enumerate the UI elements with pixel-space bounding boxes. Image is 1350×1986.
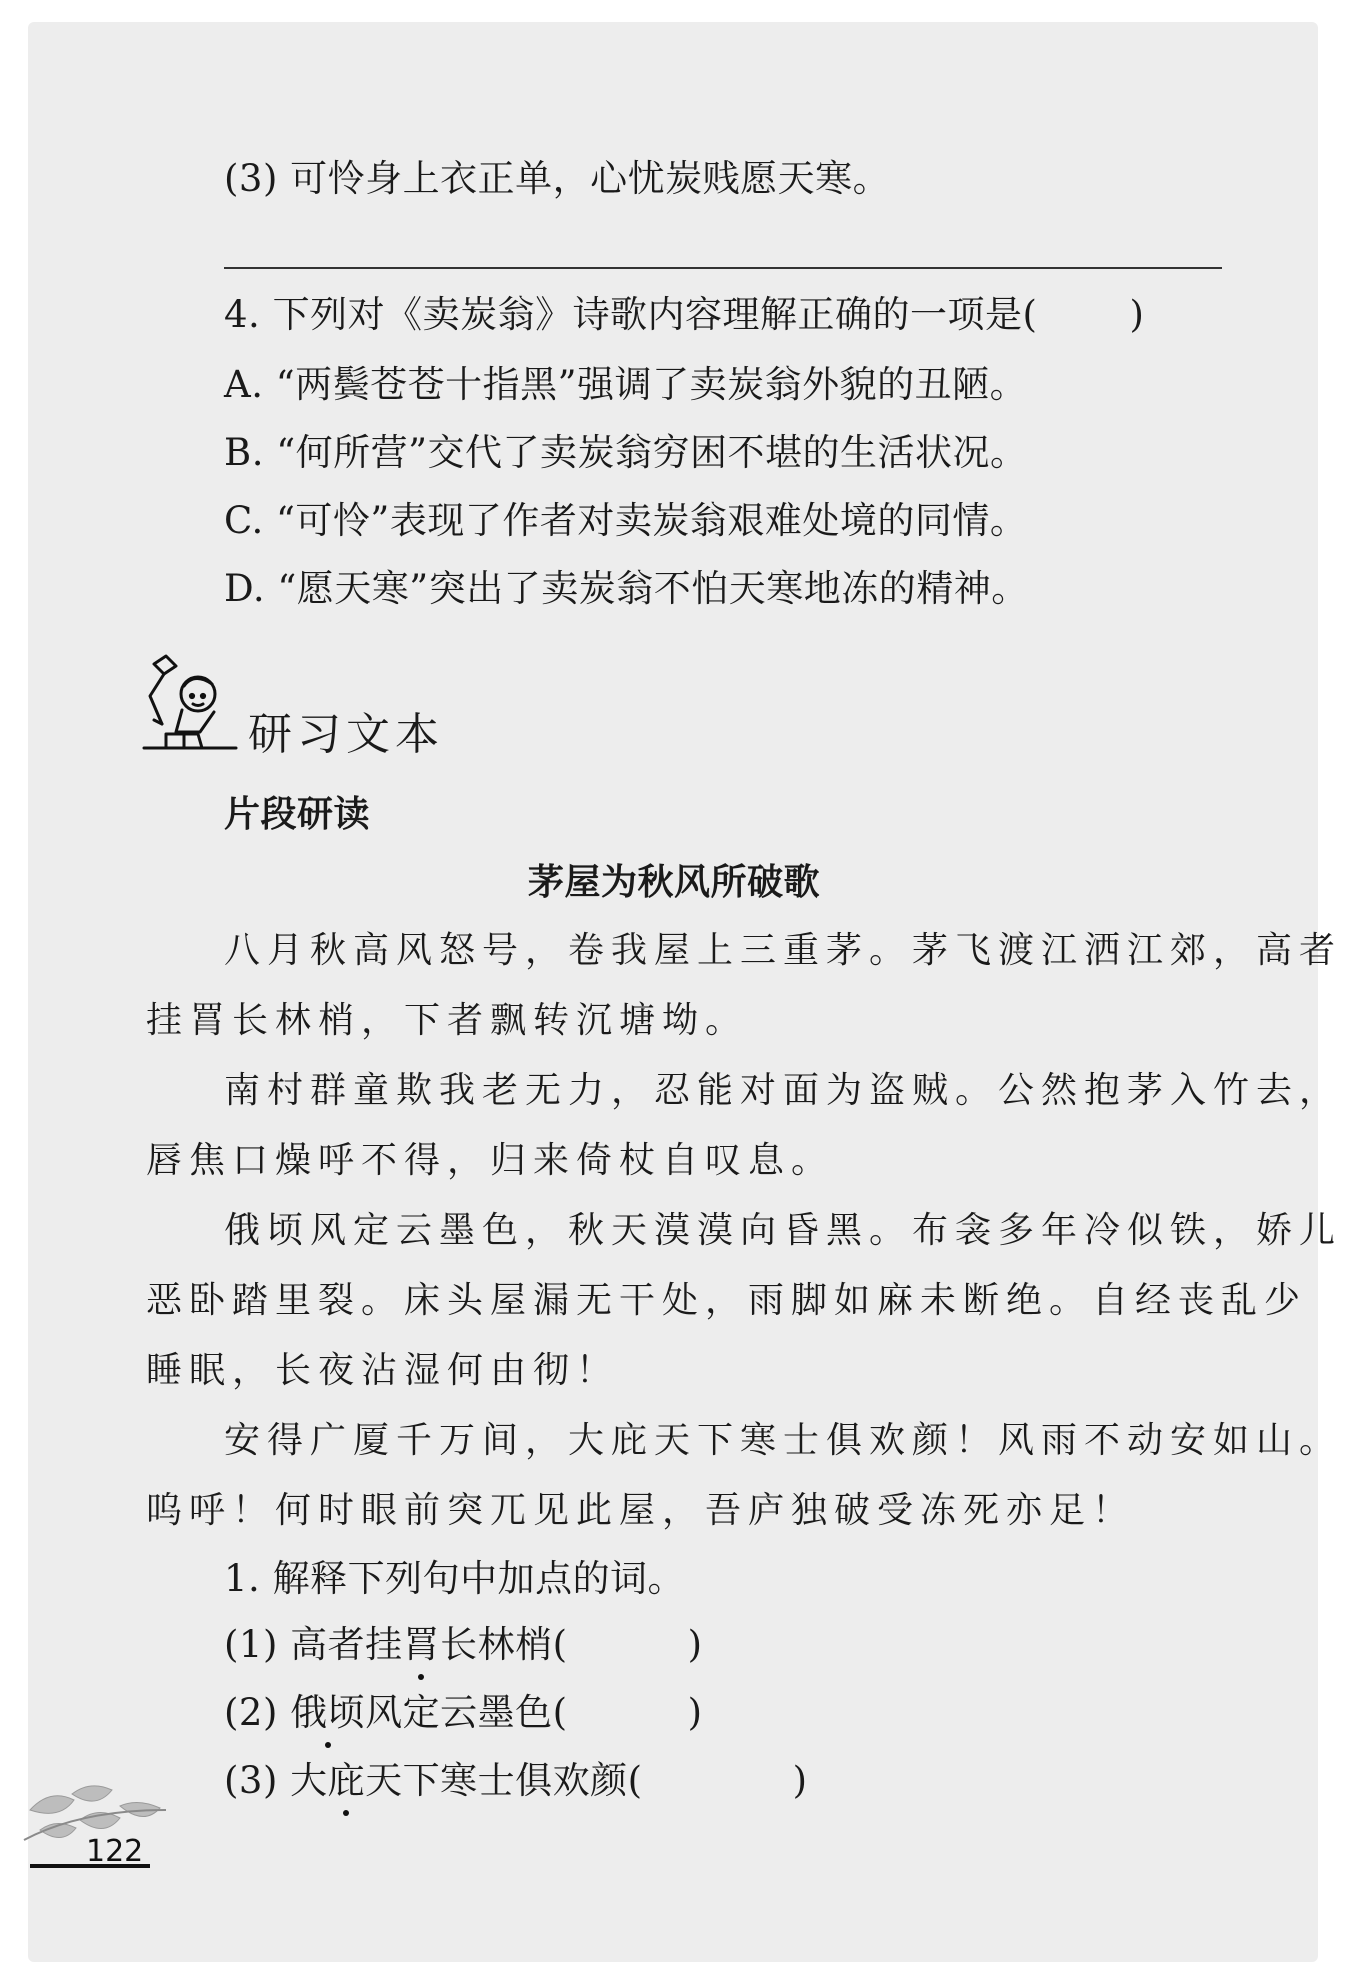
- question-4-stem-text: 4. 下列对《卖炭翁》诗歌内容理解正确的一项是(: [224, 293, 1038, 336]
- question-1-stem: 1. 解释下列句中加点的词。: [224, 1557, 686, 1600]
- question-4-stem: [224, 292, 1144, 338]
- question-1-item-2: [224, 1690, 703, 1736]
- poem-line: 八月秋高风怒号，卷我屋上三重茅。茅飞渡江洒江郊，高者: [224, 930, 1343, 971]
- answer-line: [224, 267, 1222, 269]
- item-close-paren: ): [687, 1691, 703, 1734]
- question-4-close-paren: ): [1129, 293, 1145, 336]
- question-1-item-1: [224, 1622, 703, 1668]
- dotted-word: 罥: [402, 1623, 441, 1666]
- option-b: B. “何所营”交代了卖炭翁穷困不堪的生活状况。: [224, 431, 1028, 474]
- dotted-word: 俄顷: [290, 1691, 366, 1734]
- study-student-icon: [136, 650, 248, 756]
- lamp-shade-icon: [154, 656, 176, 674]
- poem-line: 恶卧踏里裂。床头屋漏无干处，雨脚如麻未断绝。自经丧乱少: [146, 1280, 1308, 1321]
- item-prefix: (1) 高者挂: [224, 1623, 403, 1666]
- poem-title: 茅屋为秋风所破歌: [528, 862, 821, 903]
- page-number: 122: [86, 1834, 144, 1869]
- question-1-item-3: [224, 1758, 808, 1804]
- option-a: A. “两鬓苍苍十指黑”强调了卖炭翁外貌的丑陋。: [224, 363, 1028, 406]
- section-title: 研习文本: [248, 709, 444, 760]
- item-close-paren: ): [687, 1623, 703, 1666]
- poem-line: 睡眠，长夜沾湿何由彻！: [146, 1350, 620, 1391]
- subheading: 片段研读: [224, 794, 371, 835]
- poem-line: 南村群童欺我老无力，忍能对面为盗贼。公然抱茅入竹去，: [224, 1070, 1343, 1111]
- dotted-word: 庇: [327, 1759, 366, 1802]
- poem-line: 呜呼！何时眼前突兀见此屋，吾庐独破受冻死亦足！: [146, 1490, 1136, 1531]
- item-prefix: (3) 大: [224, 1759, 328, 1802]
- option-c: C. “可怜”表现了作者对卖炭翁艰难处境的同情。: [224, 499, 1028, 542]
- option-d: D. “愿天寒”突出了卖炭翁不怕天寒地冻的精神。: [224, 567, 1029, 610]
- poem-line: 唇焦口燥呼不得，归来倚杖自叹息。: [146, 1140, 835, 1181]
- poem-line: 俄顷风定云墨色，秋天漠漠向昏黑。布衾多年冷似铁，娇儿: [224, 1210, 1343, 1251]
- poem-line: 安得广厦千万间，大庇天下寒士俱欢颜！风雨不动安如山。: [224, 1420, 1343, 1461]
- item-close-paren: ): [792, 1759, 808, 1802]
- item-prefix: (2): [224, 1691, 291, 1734]
- item-suffix: 长林梢(: [440, 1623, 568, 1666]
- item-suffix: 风定云墨色(: [365, 1691, 568, 1734]
- exercise-item-3: (3) 可怜身上衣正单，心忧炭贱愿天寒。: [224, 157, 891, 200]
- item-suffix: 天下寒士俱欢颜(: [365, 1759, 643, 1802]
- poem-line: 挂罥长林梢，下者飘转沉塘坳。: [146, 1000, 749, 1041]
